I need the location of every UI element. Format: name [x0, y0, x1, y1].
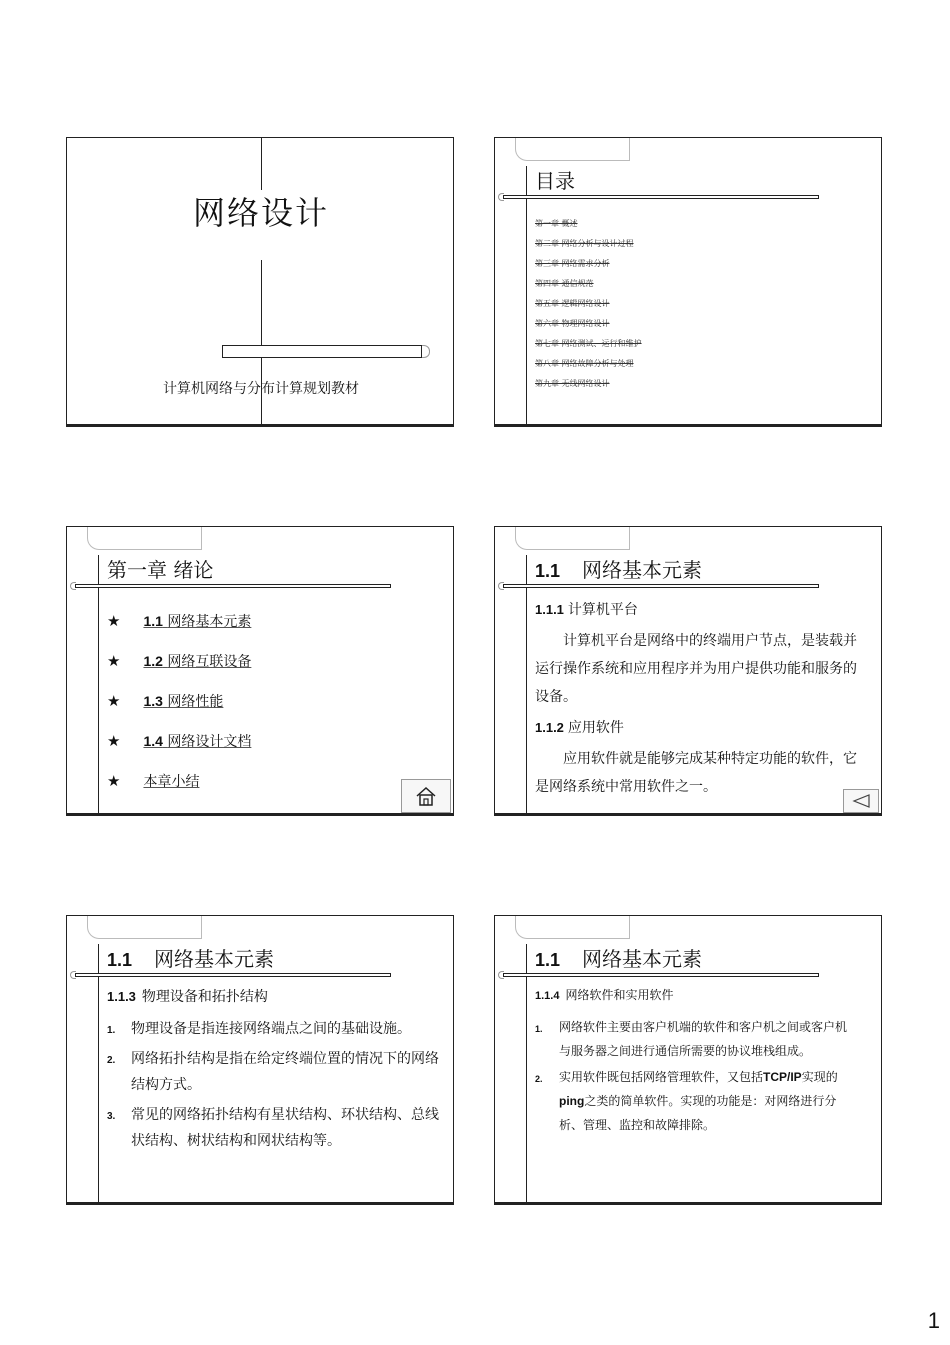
divider [98, 555, 99, 815]
slide-body [107, 986, 447, 1158]
decorative-tab [87, 916, 202, 939]
slide-chapter [66, 526, 454, 816]
list-item: 1. 网络软件主要由客户机端的软件和客户机之间或客户机与服务器之间进行通信所需要的协议堆栈组成。 [535, 1020, 848, 1058]
toc-item[interactable]: 第七章 网络测试、运行和维护 [535, 339, 642, 348]
section-heading: 1.1.1 计算机平台 [535, 602, 638, 618]
divider [526, 555, 527, 815]
home-button[interactable] [401, 779, 451, 813]
list-item [107, 731, 251, 771]
divider [98, 944, 99, 1204]
list-item [107, 651, 251, 691]
toc-item[interactable]: 第三章 网络需求分析 [535, 259, 610, 268]
star-icon: ★ [107, 652, 121, 670]
section-link[interactable]: 1.3 网络性能 [143, 693, 224, 710]
title-underline [503, 195, 819, 199]
toc-item[interactable]: 第六章 物理网络设计 [535, 319, 610, 328]
numbered-list [107, 1016, 447, 1154]
toc-item[interactable]: 第五章 逻辑网络设计 [535, 299, 610, 308]
section-heading: 1.1.4 网络软件和实用软件 [535, 988, 674, 1002]
star-icon: ★ [107, 772, 121, 790]
back-button[interactable] [843, 789, 879, 813]
list-item [107, 611, 251, 651]
title-underline [75, 973, 391, 977]
toc-item[interactable]: 第四章 通信规范 [535, 279, 594, 288]
list-item: 3. 常见的网络拓扑结构有星状结构、环状结构、总线状结构、树状结构和网状结构等。 [107, 1107, 439, 1149]
slide-title [66, 137, 454, 427]
list-item: 2. 实用软件既包括网络管理软件，又包括TCP/IP实现的ping之类的简单软件。实现的功能是：对网络进行分析、管理、监控和故障排除。 [535, 1070, 838, 1132]
slide-title: 1.1 网络基本元素 [107, 947, 275, 971]
slide-section-1-1 [494, 526, 882, 816]
section-heading: 1.1.2 应用软件 [535, 720, 624, 736]
slide-section-1-1-4 [494, 915, 882, 1205]
section-link[interactable]: 1.1 网络基本元素 [143, 613, 252, 630]
toc-item[interactable]: 第二章 网络分析与设计过程 [535, 239, 634, 248]
divider [261, 138, 262, 190]
slide-title: 目录 [535, 169, 575, 193]
star-icon: ★ [107, 732, 121, 750]
star-icon: ★ [107, 692, 121, 710]
decorative-tab [87, 527, 202, 550]
slide-body [535, 599, 870, 807]
slide-body [535, 986, 855, 1139]
home-icon [415, 785, 437, 807]
section-link[interactable]: 1.4 网络设计文档 [143, 733, 252, 750]
back-arrow-icon [851, 793, 871, 809]
star-icon: ★ [107, 612, 121, 630]
list-item: 1. 物理设备是指连接网络端点之间的基础设施。 [107, 1021, 411, 1037]
slide-title: 1.1 网络基本元素 [535, 947, 703, 971]
numbered-list [535, 1015, 855, 1137]
slide-section-1-1-3 [66, 915, 454, 1205]
section-link[interactable]: 本章小结 [143, 774, 200, 790]
decorative-bar [222, 345, 422, 358]
title-underline [503, 973, 819, 977]
chapter-list [107, 611, 251, 811]
slide-title: 1.1 网络基本元素 [535, 558, 703, 582]
decorative-tab [515, 138, 630, 161]
page-number: 1 [927, 1308, 940, 1333]
paragraph: 应用软件就是能够完成某种特定功能的软件，它是网络系统中常用软件之一。 [535, 751, 857, 795]
toc-list [535, 214, 642, 394]
main-title: 网络设计 [192, 194, 329, 232]
subtitle: 计算机网络与分布计算规划教材 [163, 381, 359, 397]
slide-title: 第一章 绪论 [107, 558, 214, 582]
divider [526, 166, 527, 426]
title-underline [503, 584, 819, 588]
divider [261, 260, 262, 427]
list-item: 2. 网络拓扑结构是指在给定终端位置的情况下的网络结构方式。 [107, 1051, 439, 1093]
divider [526, 944, 527, 1204]
title-underline [75, 584, 391, 588]
list-item [107, 771, 251, 811]
decorative-tab [515, 916, 630, 939]
section-heading: 1.1.3 物理设备和拓扑结构 [107, 989, 268, 1005]
section-link[interactable]: 1.2 网络互联设备 [143, 653, 252, 670]
paragraph: 计算机平台是网络中的终端用户节点，是装载并运行操作系统和应用程序并为用户提供功能和服务的设备。 [535, 633, 857, 705]
toc-item[interactable]: 第一章 概述 [535, 219, 578, 228]
toc-item[interactable]: 第九章 无线网络设计 [535, 379, 610, 388]
toc-item[interactable]: 第八章 网络故障分析与处理 [535, 359, 634, 368]
list-item [107, 691, 251, 731]
slide-toc [494, 137, 882, 427]
decorative-tab [515, 527, 630, 550]
